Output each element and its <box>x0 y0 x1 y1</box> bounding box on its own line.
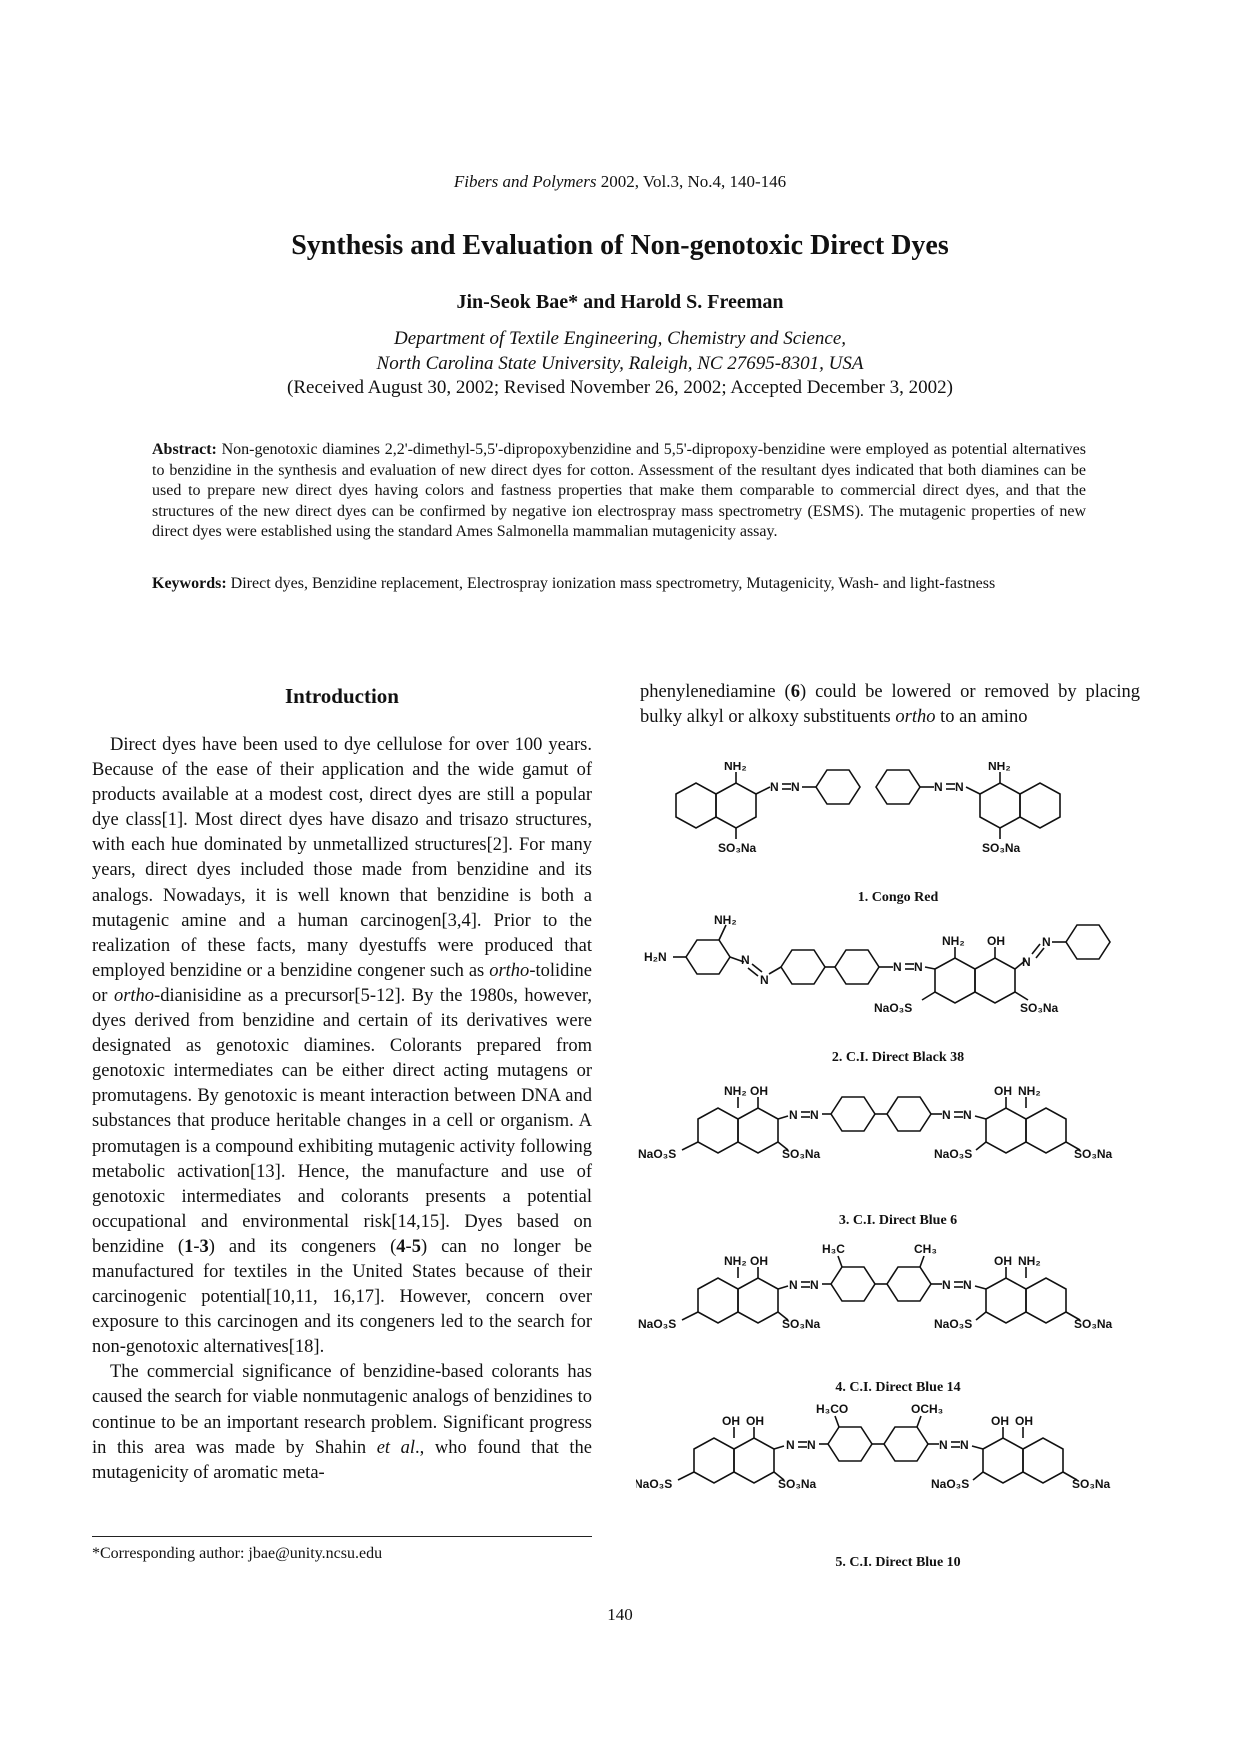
text-bold: 6 <box>790 682 800 702</box>
label-ch3: CH₃ <box>914 1242 937 1256</box>
paper-title: Synthesis and Evaluation of Non-genotoxic Direct Dyes <box>291 230 949 261</box>
bond <box>778 1116 788 1119</box>
intro-paragraph-2 <box>92 1360 592 1485</box>
text-run: - <box>405 1236 412 1257</box>
label-nh2: NH₂ <box>724 762 747 773</box>
received-dates: (Received August 30, 2002; Revised November 26, 2002; Accepted December 3, 2002) <box>287 377 953 398</box>
label-so3na: SO₃Na <box>1074 1317 1113 1331</box>
benzene-ring <box>738 1108 778 1153</box>
keywords-label: Keywords: <box>152 575 227 592</box>
azo-bond <box>1032 944 1040 954</box>
text-run: phenylenediamine ( <box>640 682 791 702</box>
benzene-ring <box>716 783 756 828</box>
label-n: N <box>791 780 800 794</box>
text-run: The commercial significance of benzidine-based colorants has caused the search for viable nonmutagenic analogs of benzidines to continue to be an important research problem. Significant progress in this area was made by Shahin <box>92 1362 592 1458</box>
benzene-ring <box>698 1108 738 1153</box>
label-oh: OH <box>1015 1414 1033 1428</box>
keywords <box>152 573 1086 595</box>
text-run: ., who found that the mutagenicity of aromatic meta- <box>92 1437 592 1483</box>
caption-direct-blue-14: 4. C.I. Direct Blue 14 <box>835 1380 961 1395</box>
text-bold: 4 <box>396 1236 406 1257</box>
affiliation-line-1: Department of Textile Engineering, Chemistry and Science, <box>393 328 847 349</box>
label-n: N <box>893 960 902 974</box>
text-run: Direct dyes have been used to dye cellulose for over 100 years. Because of the ease of their application and the wide gamut of products available at a modest cost, direct dyes are still a popular dye class[1]. Most direct dyes have disazo and trisazo structures, with each hue dominated by unmetallized structures[2]. For many years, direct dyes included those made from benzidine and its analogs. Nowadays, it is well known that benzidine is both a mutagenic amine and a human carcinogen[3,4]. Prior to the realization of these facts, many dyestuffs were produced that employed benzidine or a benzidine congener such as <box>92 735 592 981</box>
text-italic: ortho <box>113 985 155 1006</box>
label-so3na: SO₃Na <box>1074 1147 1113 1161</box>
label-oh: OH <box>750 1084 768 1098</box>
bond <box>917 1416 921 1427</box>
benzene-ring <box>831 1267 875 1301</box>
label-oh: OH <box>722 1414 740 1428</box>
label-oh: OH <box>994 1254 1012 1268</box>
label-nh2: NH₂ <box>724 1254 747 1268</box>
label-n: N <box>942 1278 951 1292</box>
affiliation <box>0 326 1240 376</box>
benzene-ring <box>686 940 730 974</box>
bond <box>975 1116 986 1119</box>
label-nh2: NH₂ <box>988 762 1011 773</box>
bond <box>973 1472 983 1480</box>
label-oh: OH <box>994 1084 1012 1098</box>
benzene-ring <box>816 770 860 804</box>
benzene-ring <box>1023 1438 1063 1483</box>
text-run: ) could be lowered or removed by placing bulky alkyl or alkoxy substituents <box>640 682 1140 728</box>
structure-direct-blue-6 <box>682 1097 1080 1153</box>
label-so3na: SO₃Na <box>982 841 1021 855</box>
label-nao3s: NaO₃S <box>874 1001 913 1015</box>
benzene-ring <box>980 783 1020 828</box>
keywords-text: Direct dyes, Benzidine replacement, Electrospray ionization mass spectrometry, Mutagenicity, Wash- and light-fastness <box>226 575 996 592</box>
label-nao3s: NaO₃S <box>934 1147 973 1161</box>
text-italic: ortho <box>489 960 530 981</box>
text-run: -dianisidine as a precursor[5-12]. By the 1980s, however, dyes derived from benzidine and certain of its derivatives were designated as genotoxic diamines. Colorants prepared from genotoxic intermediates can be either direct acting mutagens or promutagens. By genotoxic is meant interaction between DNA and substances that produce heritable changes in a cell or organism. A promutagen is a compound exhibiting mutagenic activity following metabolic activation[13]. Hence, the manufacture and use of genotoxic intermediates and colorants presents a potential occupational and environmental risk[14,15]. Dyes based on benzidine ( <box>92 985 592 1257</box>
label-n: N <box>810 1278 819 1292</box>
azo-bond <box>1036 948 1044 958</box>
bond <box>966 787 980 794</box>
label-n: N <box>789 1108 798 1122</box>
caption-congo-red: 1. Congo Red <box>857 890 939 905</box>
journal-header <box>0 172 1240 192</box>
bond <box>756 787 770 794</box>
label-n: N <box>955 780 964 794</box>
benzene-ring <box>1026 1278 1066 1323</box>
label-h2n: H₂N <box>644 950 667 964</box>
bond <box>719 925 726 940</box>
label-nh2: NH₂ <box>1018 1254 1041 1268</box>
label-n: N <box>1042 935 1051 949</box>
label-nh2: NH₂ <box>724 1084 747 1098</box>
azo-bond <box>752 964 762 972</box>
text-run: to an amino <box>935 707 1028 728</box>
label-so3na: SO₃Na <box>1020 1001 1059 1015</box>
section-heading-introduction: Introduction <box>285 684 399 708</box>
benzene-ring <box>831 1097 875 1131</box>
label-n: N <box>789 1278 798 1292</box>
text-bold: 1 <box>184 1236 194 1257</box>
label-n: N <box>760 973 769 987</box>
caption-direct-blue-10: 5. C.I. Direct Blue 10 <box>835 1555 961 1570</box>
label-n: N <box>770 780 779 794</box>
authors: Jin-Seok Bae* and Harold S. Freeman <box>456 291 784 313</box>
azo-bond <box>748 968 758 976</box>
label-so3na: SO₃Na <box>1072 1477 1111 1491</box>
label-nao3s: NaO₃S <box>638 1147 677 1161</box>
chemical-structures-figure <box>636 762 1156 1587</box>
footnote-divider <box>92 1536 592 1537</box>
affiliation-line-2: North Carolina State University, Raleigh, NC 27695-8301, USA <box>376 353 864 374</box>
benzene-ring <box>986 1108 1026 1153</box>
label-och3: OCH₃ <box>911 1402 944 1416</box>
right-column-text <box>640 680 1140 730</box>
abstract <box>152 440 1086 543</box>
bond <box>925 967 935 969</box>
label-n: N <box>810 1108 819 1122</box>
label-oh: OH <box>746 1414 764 1428</box>
label-nao3s: NaO₃S <box>934 1317 973 1331</box>
benzene-ring <box>887 1097 931 1131</box>
label-nh2: NH₂ <box>1018 1084 1041 1098</box>
bond <box>922 992 935 1000</box>
benzene-ring <box>698 1278 738 1323</box>
bond <box>682 1312 698 1320</box>
label-n: N <box>807 1438 816 1452</box>
benzene-ring <box>983 1438 1023 1483</box>
label-n: N <box>914 960 923 974</box>
left-column <box>92 733 592 1486</box>
label-oh: OH <box>991 1414 1009 1428</box>
label-n: N <box>934 780 943 794</box>
structure-congo-red <box>676 770 1060 839</box>
label-h3c: H₃C <box>822 1242 845 1256</box>
label-n: N <box>786 1438 795 1452</box>
label-n: N <box>963 1108 972 1122</box>
benzene-ring <box>1026 1108 1066 1153</box>
benzene-ring <box>935 958 975 1003</box>
page-number: 140 <box>607 1605 633 1624</box>
journal-details: 2002, Vol.3, No.4, 140-146 <box>596 172 787 191</box>
benzene-ring <box>781 950 825 984</box>
abstract-label: Abstract: <box>152 441 217 458</box>
text-run: -tolidine or <box>92 960 592 1006</box>
abstract-text: Non-genotoxic diamines 2,2'-dimethyl-5,5'-dipropoxybenzidine and 5,5'-dipropoxy-benzidine were employed as potential alternatives to benzidine in the synthesis and evaluation of new direct dyes for cotton. Assessment of the resultant dyes indicated that both diamines can be used to prepare new direct dyes having colors and fastness properties that make them comparable to commercial direct dyes, and that the structures of the new direct dyes can be confirmed by negative ion electrospray mass spectrometry (ESMS). The mutagenic properties of new direct dyes were established using the standard Ames Salmonella mammalian mutagenicity assay. <box>152 441 1086 540</box>
bond <box>769 967 781 974</box>
intro-paragraph-1 <box>92 733 592 1360</box>
label-so3na: SO₃Na <box>782 1147 821 1161</box>
label-n: N <box>741 953 750 967</box>
label-nao3s: NaO₃S <box>638 1317 677 1331</box>
bond <box>976 1312 986 1320</box>
benzene-ring <box>694 1438 734 1483</box>
caption-direct-black-38: 2. C.I. Direct Black 38 <box>831 1050 965 1065</box>
bond <box>1015 992 1028 1000</box>
text-run: - <box>193 1236 200 1257</box>
label-nao3s: NaO₃S <box>931 1477 970 1491</box>
footnote: *Corresponding author: jbae@unity.ncsu.edu <box>92 1545 383 1562</box>
benzene-ring <box>1066 925 1110 959</box>
bond <box>682 1142 698 1150</box>
label-n: N <box>960 1438 969 1452</box>
label-nh2: NH₂ <box>714 913 737 927</box>
structures-svg <box>636 762 1156 1582</box>
benzene-ring <box>828 1427 872 1461</box>
bond <box>778 1286 788 1289</box>
benzene-ring <box>738 1278 778 1323</box>
label-nh2: NH₂ <box>942 934 965 948</box>
label-n: N <box>963 1278 972 1292</box>
label-oh: OH <box>750 1254 768 1268</box>
bond <box>774 1446 784 1449</box>
bond <box>976 1142 986 1150</box>
label-oh: OH <box>987 934 1005 948</box>
benzene-ring <box>835 950 879 984</box>
text-italic: ortho <box>895 707 936 728</box>
benzene-ring <box>734 1438 774 1483</box>
benzene-ring <box>887 1267 931 1301</box>
text-run: ) and its congeners ( <box>208 1236 397 1257</box>
text-italic: et al <box>376 1437 416 1458</box>
benzene-ring <box>876 770 920 804</box>
bond <box>920 1256 924 1267</box>
text-run: ) can no longer be manufactured for textiles in the United States because of their carcinogenic potential[10,11, 16,17]. However, concern over exposure to this carcinogen and its congeners led to the search for non-genotoxic alternatives[18]. <box>92 1236 592 1358</box>
benzene-ring <box>676 783 716 828</box>
label-h3co: H₃CO <box>816 1402 849 1416</box>
benzene-ring <box>975 958 1015 1003</box>
journal-name: Fibers and Polymers <box>453 172 597 191</box>
bond <box>838 1256 842 1267</box>
benzene-ring <box>986 1278 1026 1323</box>
label-n: N <box>1022 955 1031 969</box>
bond <box>678 1472 694 1480</box>
caption-direct-blue-6: 3. C.I. Direct Blue 6 <box>838 1213 958 1228</box>
label-so3na: SO₃Na <box>782 1317 821 1331</box>
bond <box>835 1416 839 1427</box>
text-bold: 3 <box>199 1236 209 1257</box>
benzene-ring <box>1020 783 1060 828</box>
label-so3na: SO₃Na <box>718 841 757 855</box>
bond <box>975 1286 986 1289</box>
benzene-ring <box>884 1427 928 1461</box>
bond <box>972 1446 983 1449</box>
label-so3na: SO₃Na <box>778 1477 817 1491</box>
label-n: N <box>942 1108 951 1122</box>
text-bold: 5 <box>411 1236 421 1257</box>
label-nao3s: NaO₃S <box>636 1477 673 1491</box>
label-n: N <box>939 1438 948 1452</box>
